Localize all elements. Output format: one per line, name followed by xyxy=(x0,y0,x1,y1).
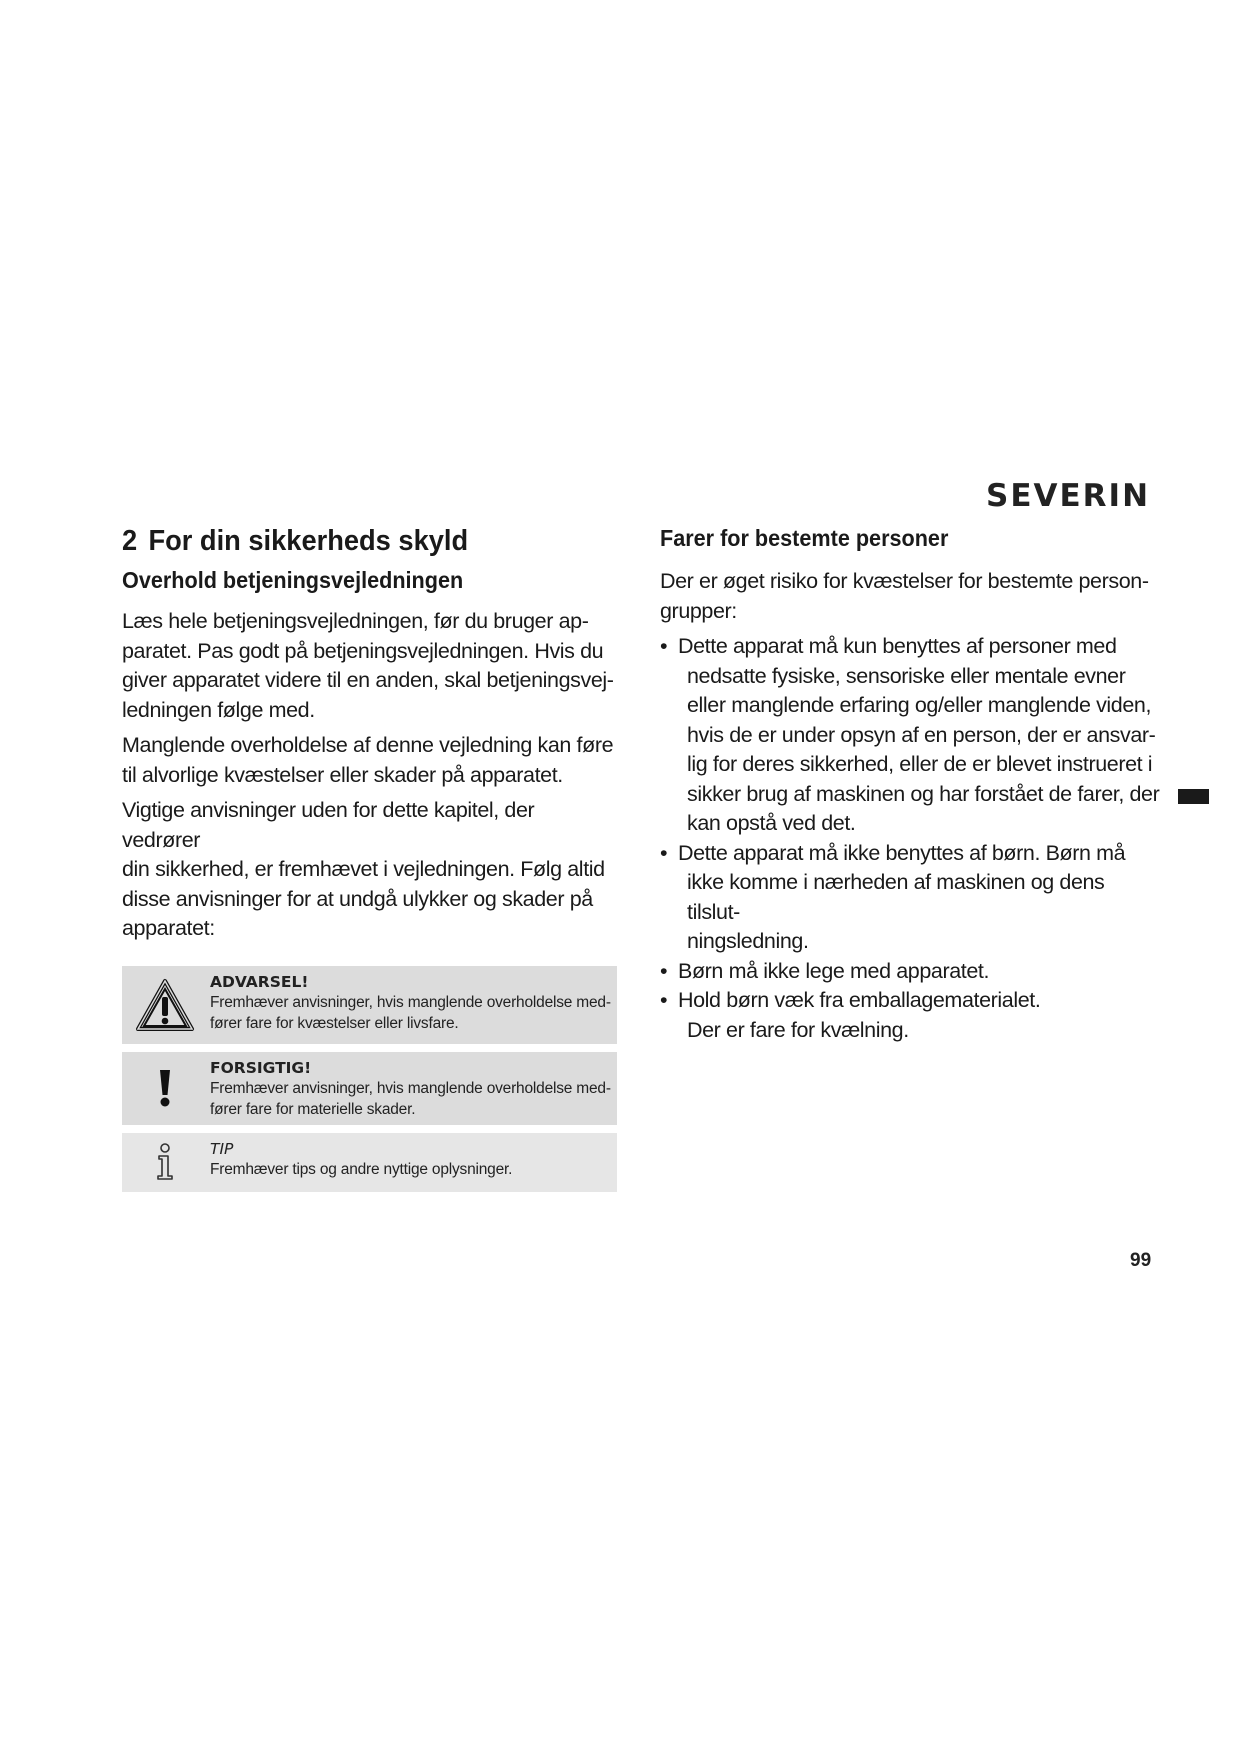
text-line: fører fare for materielle skader. xyxy=(210,1100,416,1118)
text-line: giver apparatet videre til en anden, skal betjeningsvej- xyxy=(122,668,614,692)
chapter-tab-marker xyxy=(1178,789,1209,804)
text-line: Fremhæver anvisninger, hvis manglende overholdelse med- xyxy=(210,993,611,1011)
chapter-heading xyxy=(122,523,587,559)
warning-text xyxy=(210,992,617,1034)
list-item xyxy=(660,839,1160,957)
list-item xyxy=(660,632,1160,839)
text-line: Børn må ikke lege med apparatet. xyxy=(678,958,990,983)
caution-notice xyxy=(122,1052,617,1125)
right-column xyxy=(660,523,1160,1045)
text-line: Fremhæver anvisninger, hvis manglende overholdelse med- xyxy=(210,1079,611,1097)
text-line: ningsledning. xyxy=(687,929,809,953)
section-subtitle: Overhold betjeningsvejledningen xyxy=(122,567,464,593)
left-column xyxy=(122,523,617,1192)
text-line: Manglende overholdelse af denne vejledning kan føre xyxy=(122,733,614,757)
text-line: Hold børn væk fra emballagematerialet. xyxy=(678,988,1041,1012)
safety-bullet-list xyxy=(660,632,1160,1045)
chapter-number: 2 xyxy=(122,525,138,557)
text-line: apparatet: xyxy=(122,916,215,940)
chapter-title: For din sikkerheds skyld xyxy=(148,525,469,557)
page-number: 99 xyxy=(1130,1250,1152,1271)
paragraph-intro xyxy=(122,607,617,725)
text-line: til alvorlige kvæstelser eller skader på apparatet. xyxy=(122,762,563,787)
paragraph-risk-intro xyxy=(660,567,1160,626)
tip-notice xyxy=(122,1133,617,1192)
exclamation-icon xyxy=(130,1052,200,1125)
text-line: sikker brug af maskinen og har forstået de farer, der xyxy=(687,781,1160,806)
text-line: Der er øget risiko for kvæstelser for bestemte person- xyxy=(660,569,1149,593)
text-line: eller manglende erfaring og/eller manglende viden, xyxy=(687,693,1152,717)
text-line: paratet. Pas godt på betjeningsvejledningen. Hvis du xyxy=(122,638,604,663)
text-line: ikke komme i nærheden af maskinen og dens tilslut- xyxy=(687,870,1105,924)
text-line: disse anvisninger for at undgå ulykker og skader på xyxy=(122,886,593,911)
paragraph-consequence xyxy=(122,731,617,790)
text-line: Vigtige anvisninger uden for dette kapitel, der vedrører xyxy=(122,798,535,852)
text-line: Der er fare for kvælning. xyxy=(687,1017,909,1042)
text-line: nedsatte fysiske, sensoriske eller mentale evner xyxy=(687,663,1126,688)
tip-title: TIP xyxy=(210,1139,234,1158)
list-item xyxy=(660,957,1160,987)
warning-triangle-icon xyxy=(130,966,200,1044)
text-line: lig for deres sikkerhed, eller de er blevet instrueret i xyxy=(687,752,1153,776)
text-line: din sikkerhed, er fremhævet i vejledningen. Følg altid xyxy=(122,857,605,881)
text-line: kan opstå ved det. xyxy=(687,811,856,835)
text-line: ledningen følge med. xyxy=(122,697,315,722)
warning-title: ADVARSEL! xyxy=(210,972,309,991)
caution-title: FORSIGTIG! xyxy=(210,1058,312,1077)
caution-text xyxy=(210,1078,617,1120)
info-icon xyxy=(130,1133,200,1192)
text-line: Dette apparat må ikke benyttes af børn. Børn må xyxy=(678,840,1126,865)
tip-text: Fremhæver tips og andre nyttige oplysninger. xyxy=(210,1160,513,1178)
paragraph-important xyxy=(122,796,617,944)
section-title-specific-persons: Farer for bestemte personer xyxy=(660,525,949,551)
text-line: hvis de er under opsyn af en person, der er ansvar- xyxy=(687,722,1156,747)
text-line: fører fare for kvæstelser eller livsfare. xyxy=(210,1014,459,1032)
text-line: Dette apparat må kun benyttes af personer med xyxy=(678,634,1117,658)
warning-notice xyxy=(122,966,617,1044)
list-item xyxy=(660,986,1160,1045)
text-line: Læs hele betjeningsvejledningen, før du bruger ap- xyxy=(122,609,589,633)
brand-logo: SEVERIN xyxy=(986,478,1151,514)
text-line: grupper: xyxy=(660,598,737,623)
